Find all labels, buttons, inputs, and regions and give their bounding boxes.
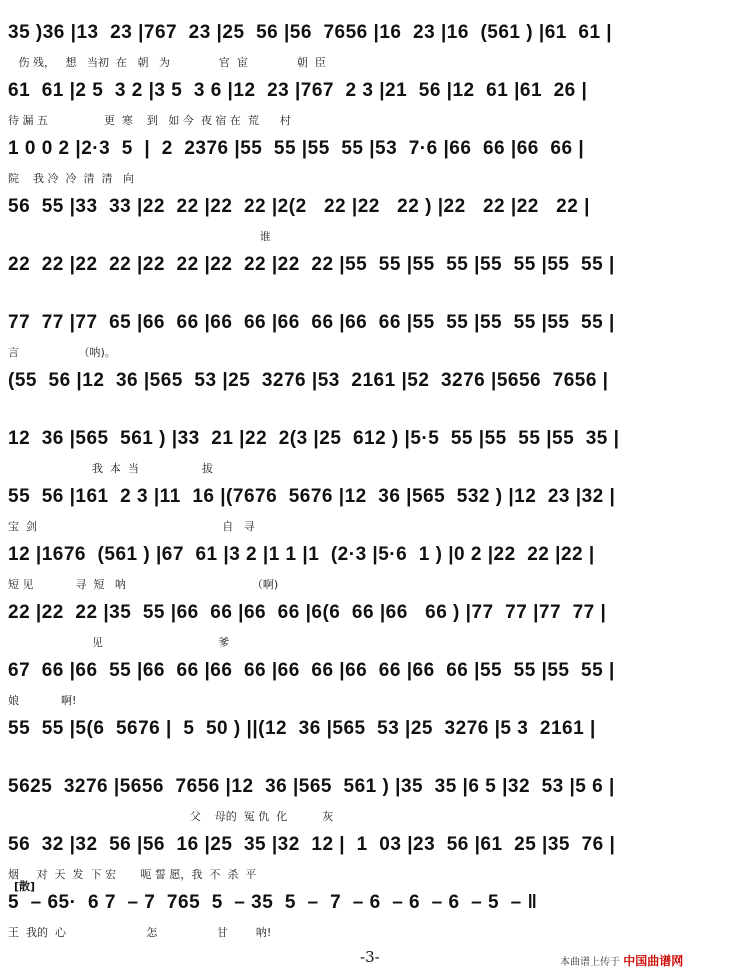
site-logo[interactable]: 中国曲谱网 — [623, 954, 684, 968]
score-line — [8, 246, 738, 308]
lyrics-line: 见 爹 — [8, 636, 230, 649]
lyrics-line: 言 （呐)。 — [8, 346, 116, 359]
notation-line: (55 56 |12 36 |565 53 |25 3276 |53 2161 |52 3276 |5656 7656 | — [8, 370, 609, 391]
lyrics-line: 父 母的 冤 仇 化 灰 — [8, 810, 334, 823]
score-line — [8, 594, 738, 656]
scatter-mark: [散] — [14, 880, 36, 893]
notation-line: 67 66 |66 55 |66 66 |66 66 |66 66 |66 66 |66 66 |55 55 |55 55 | — [8, 660, 615, 681]
notation-line: 56 32 |32 56 |56 16 |25 35 |32 12 | 1 03 |23 56 |61 25 |35 76 | — [8, 834, 616, 855]
notation-line: 55 56 |161 2 3 |11 16 |(7676 5676 |12 36 |565 532 ) |12 23 |32 | — [8, 486, 616, 507]
lyrics-line: 短 见 寻 短 呐 （啊) — [8, 578, 279, 591]
notation-line: 56 55 |33 33 |22 22 |22 22 |2(2 22 |22 22 ) |22 22 |22 22 | — [8, 196, 590, 217]
lyrics-line: 我 本 当 拔 — [8, 462, 213, 475]
lyrics-line: 烟 对 天 发 下 宏 呃 誓 愿，我 不 杀 平 — [8, 868, 257, 881]
footer-text: 本曲谱上传于 — [560, 957, 620, 968]
lyrics-line: 院 我 冷 冷 清 清 向 — [8, 172, 134, 185]
notation-line: 35 )36 |13 23 |767 23 |25 56 |56 7656 |16 23 |16 (561 ) |61 61 | — [8, 22, 613, 43]
score-line — [8, 536, 738, 598]
notation-line: 12 36 |565 561 ) |33 21 |22 2(3 |25 612 ) |5·5 55 |55 55 |55 35 | — [8, 428, 620, 449]
notation-line: 77 77 |77 65 |66 66 |66 66 |66 66 |66 66 |55 55 |55 55 |55 55 | — [8, 312, 615, 333]
notation-line: 55 55 |5(6 5676 | 5 50 ) ||(12 36 |565 53 |25 3276 |5 3 2161 | — [8, 718, 596, 739]
notation-line: 61 61 |2 5 3 2 |3 5 3 6 |12 23 |767 2 3 |21 56 |12 61 |61 26 | — [8, 80, 588, 101]
score-line — [8, 72, 738, 134]
score-line — [8, 652, 738, 714]
lyrics-line: 王 我的 心 怎 甘 呐! — [8, 926, 272, 939]
score-line — [8, 768, 738, 830]
score-line — [8, 884, 738, 946]
score-line — [8, 188, 738, 250]
score-line — [8, 362, 738, 424]
page-number: -3- — [360, 948, 380, 966]
score-line — [8, 478, 738, 540]
notation-line: 22 |22 22 |35 55 |66 66 |66 66 |6(6 66 |66 66 ) |77 77 |77 77 | — [8, 602, 607, 623]
score-line — [8, 130, 738, 192]
notation-line: 22 22 |22 22 |22 22 |22 22 |22 22 |55 55 |55 55 |55 55 |55 55 | — [8, 254, 615, 275]
score-line — [8, 304, 738, 366]
lyrics-line: 待 漏 五 更 寒 到 如 今 夜 宿 在 荒 村 — [8, 114, 291, 127]
notation-line: 5625 3276 |5656 7656 |12 36 |565 561 ) |35 35 |6 5 |32 53 |5 6 | — [8, 776, 615, 797]
lyrics-line — [8, 750, 738, 770]
notation-line: 12 |1676 (561 ) |67 61 |3 2 |1 1 |1 (2·3 |5·6 1 ) |0 2 |22 22 |22 | — [8, 544, 595, 565]
score-line — [8, 826, 738, 888]
score-line — [8, 710, 738, 772]
lyrics-line: 宝 剑 自 寻 — [8, 520, 255, 533]
score-line — [8, 14, 738, 76]
lyrics-line — [8, 286, 738, 306]
notation-line: 5 – 65· 6 7 – 7 765 5 – 35 5 – 7 – 6 – 6 – 6 – 5 – ‖ — [8, 892, 538, 913]
lyrics-line: 伤 残， 想 当初 在 朝 为 官 宦 朝 臣 — [8, 56, 326, 69]
upload-footer — [560, 952, 683, 969]
lyrics-line: 娘 啊! — [8, 694, 77, 707]
score-line — [8, 420, 738, 482]
lyrics-line: 谁 — [8, 230, 271, 243]
notation-line: 1 0 0 2 |2·3 5 | 2 2376 |55 55 |55 55 |53 7·6 |66 66 |66 66 | — [8, 138, 585, 159]
lyrics-line — [8, 402, 738, 422]
